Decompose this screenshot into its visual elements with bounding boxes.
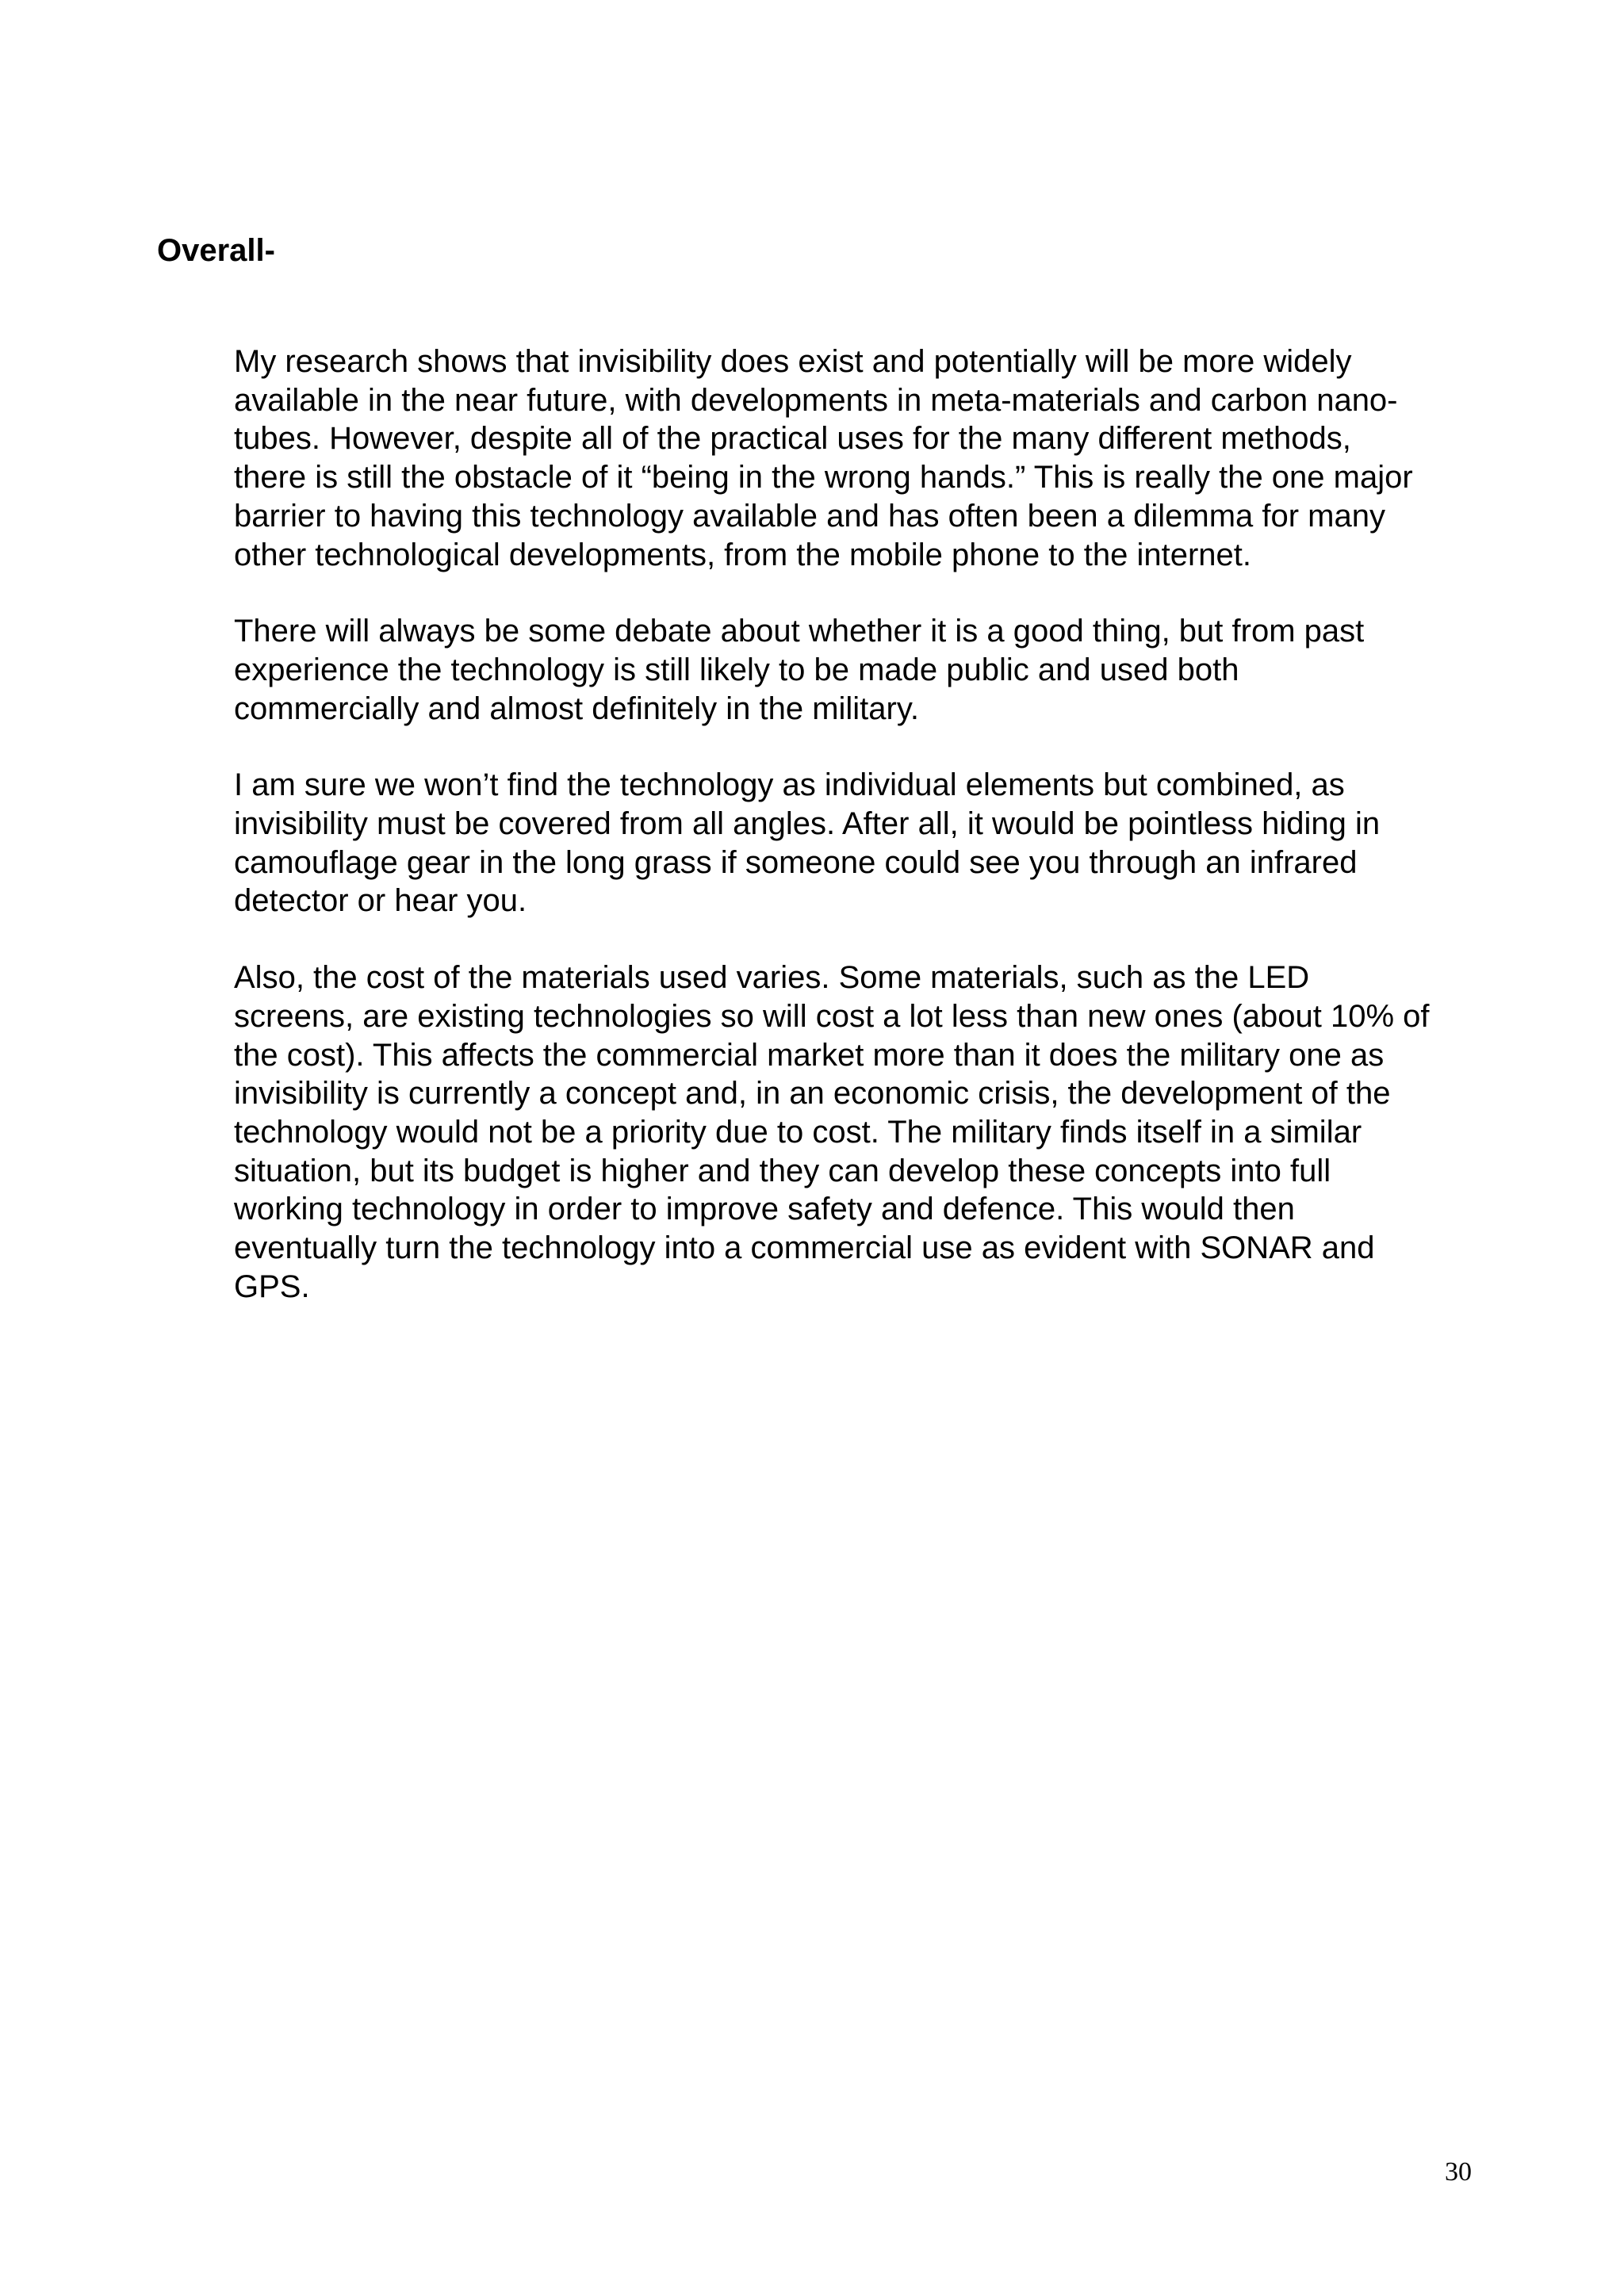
text-line: the cost). This affects the commercial market more than it does the military one as [234,1037,1385,1073]
text-line: My research shows that invisibility does exist and potentially will be more widely [234,344,1352,379]
text-line: experience the technology is still likely to be made public and used both [234,652,1239,687]
text-line: invisibility must be covered from all angles. After all, it would be pointless hiding in [234,806,1381,842]
text-line: available in the near future, with developments in meta-materials and carbon nano- [234,382,1398,418]
text-line: tubes. However, despite all of the practical uses for the many different methods, [234,421,1351,457]
text-line: camouflage gear in the long grass if someone could see you through an infrared [234,844,1358,880]
text-line: there is still the obstacle of it “being in the wrong hands.” This is really the one major [234,460,1413,496]
text-line: screens, are existing technologies so will cost a lot less than new ones (about 10% of [234,998,1430,1034]
text-line: commercially and almost definitely in the military. [234,691,920,726]
text-line: working technology in order to improve safety and defence. This would then [234,1192,1295,1227]
text-line: I am sure we won’t find the technology as individual elements but combined, as [234,767,1345,803]
paragraph-1 [234,342,1503,574]
body-text [234,342,1503,1344]
text-line: technology would not be a priority due to cost. The military finds itself in a similar [234,1114,1362,1150]
text-line: situation, but its budget is higher and they can develop these concepts into full [234,1153,1331,1188]
page-number: 30 [1445,2157,1472,2187]
text-line: eventually turn the technology into a commercial use as evident with SONAR and [234,1230,1375,1266]
text-line: Also, the cost of the materials used varies. Some materials, such as the LED [234,960,1310,996]
paragraph-4 [234,959,1503,1306]
text-line: GPS. [234,1269,310,1304]
paragraph-3 [234,766,1503,920]
text-line: detector or hear you. [234,883,527,919]
paragraph-2 [234,612,1503,728]
text-line: other technological developments, from the mobile phone to the internet. [234,537,1252,572]
text-line: invisibility is currently a concept and, in an economic crisis, the development of the [234,1076,1391,1112]
section-heading: Overall- [157,233,275,268]
text-line: There will always be some debate about whether it is a good thing, but from past [234,614,1365,649]
text-line: barrier to having this technology available and has often been a dilemma for many [234,498,1385,534]
